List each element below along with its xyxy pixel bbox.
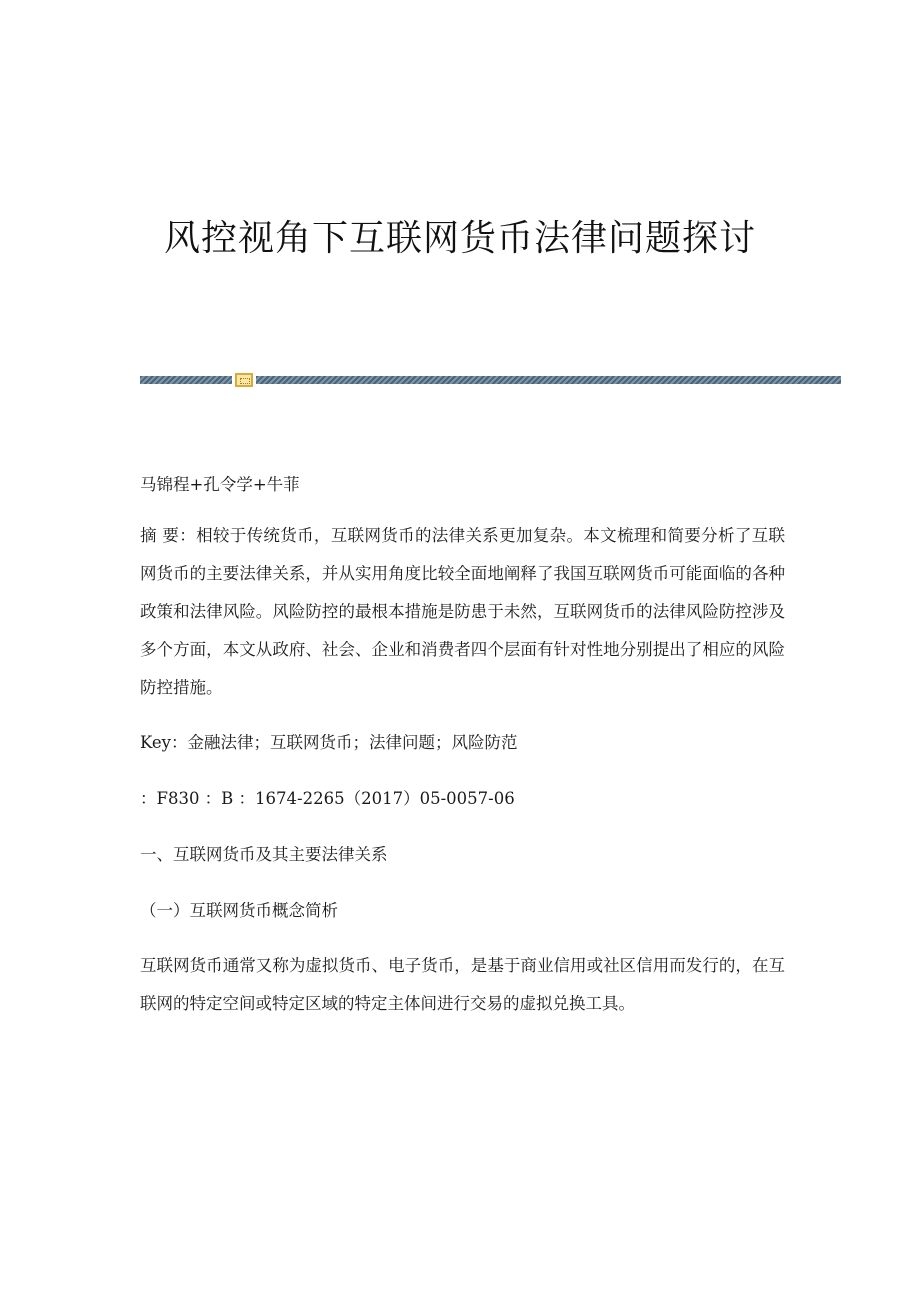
abstract: 摘 要：相较于传统货币，互联网货币的法律关系更加复杂。本文梳理和简要分析了互联网货币的主要法律关系，并从实用角度比较全面地阐释了我国互联网货币可能面临的各种政策和法律风险。风险防控的最根本措施是防患于未然，互联网货币的法律风险防控涉及多个方面，本文从政府、社会、企业和消费者四个层面有针对性地分别提出了相应的风险防控措施。 bbox=[140, 526, 785, 697]
divider-bar-left bbox=[140, 376, 232, 384]
divider-ornament-icon bbox=[235, 373, 253, 387]
subsection-heading: （一）互联网货币概念简析 bbox=[140, 901, 338, 920]
authors: 马锦程+孔令学+牛菲 bbox=[140, 475, 300, 494]
document-body bbox=[140, 465, 785, 1023]
document-title: 风控视角下互联网货币法律问题探讨 bbox=[163, 218, 756, 259]
section-heading: 一、互联网货币及其主要法律关系 bbox=[140, 845, 388, 864]
title-divider bbox=[140, 373, 841, 387]
body-paragraph: 互联网货币通常又称为虚拟货币、电子货币，是基于商业信用或社区信用而发行的，在互联网的特定空间或特定区域的特定主体间进行交易的虚拟兑换工具。 bbox=[140, 956, 785, 1013]
divider-bar-right bbox=[256, 376, 841, 384]
keywords: Key：金融法律；互联网货币；法律问题；风险防范 bbox=[140, 733, 518, 752]
classification-codes: ：F830 ：B ：1674-2265（2017）05-0057-06 bbox=[140, 789, 515, 808]
